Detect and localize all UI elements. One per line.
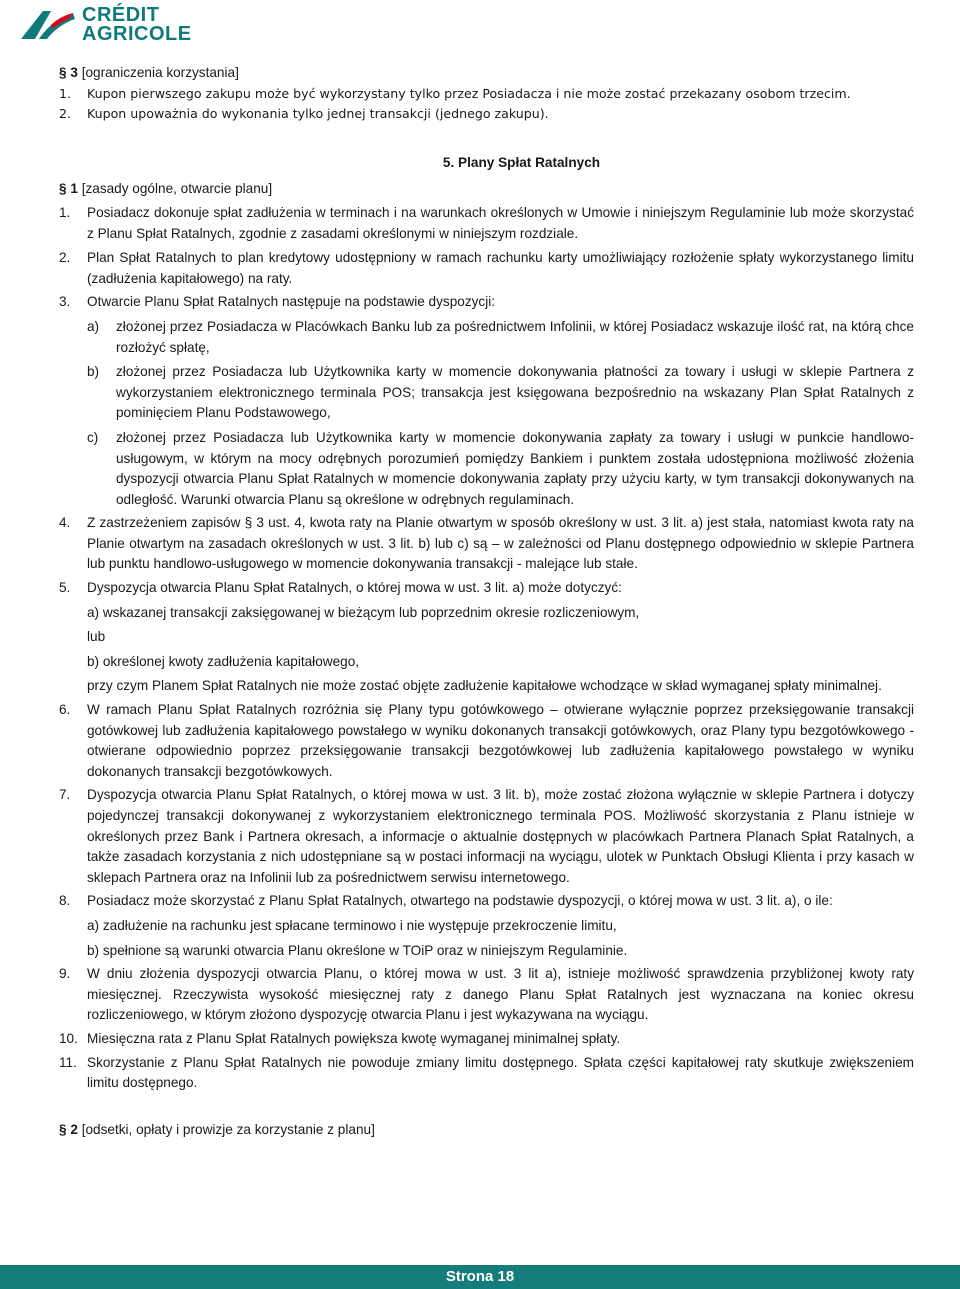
sub-list-item: a) złożonej przez Posiadacza w Placówkach Banku lub za pośrednictwem Infolinii, w której Posiadacz wskazuje ilość rat, na którą chce rozłożyć spłatę, (87, 318, 914, 355)
section-3-heading (59, 63, 914, 84)
section-mark: § 3 (59, 65, 78, 80)
list-item: 9. W dniu złożenia dyspozycji otwarcia Planu, o której mowa w ust. 3 lit a), istnieje możliwość sprawdzenia przybliżonej kwoty raty miesięcznej. Rzeczywista wysokość miesięcznej raty z danego Planu Spłat Ratalnych jest wyznaczana na koniec okresu rozliczeniowego, w którym złożono dyspozycję otwarcia Planu i jest wykazywana na wyciągu. (59, 966, 914, 1023)
list-item: 11. Skorzystanie z Planu Spłat Ratalnych nie powoduje zmiany limitu dostępnego. Spłata części kapitałowej raty skutkuje zwiększeniem limitu dostępnego. (59, 1054, 914, 1091)
list-item: 1. Posiadacz dokonuje spłat zadłużenia w terminach i na warunkach określonych w Umowie i niniejszym Regulaminie lub może skorzystać z Planu Spłat Ratalnych, zgodnie z zasadami określonymi w niniejszym rozdziale. (59, 204, 914, 241)
list-item: 10. Miesięczna rata z Planu Spłat Ratalnych powiększa kwotę wymaganej minimalnej spłaty. (59, 1030, 621, 1046)
list-item: 4. Z zastrzeżeniem zapisów § 3 ust. 4, kwota raty na Planie otwartym w sposób określony w ust. 3 lit. a) jest stała, natomiast kwota raty na Planie otwartym na zasadach określonych w ust. 3 lit. b) lub c) są – w zależności od Planu dostępnego odpowiednio w sklepie Partnera lub punktu handlowo-usługowego w momencie dokonywania transakcji - malejące lub stałe. (59, 515, 914, 572)
section-heading-text: [odsetki, opłaty i prowizje za korzystanie z planu] (81, 1121, 375, 1137)
sub-list-item: a) wskazanej transakcji zaksięgowanej w bieżącym lub poprzednim okresie rozliczeniowym, (87, 604, 640, 620)
sub-list-item: c) złożonej przez Posiadacza lub Użytkownika karty w momencie dokonywania zapłaty za towary i usługi w punkcie handlowo-usługowym, w którym na mocy odrębnych porozumień pomiędzy Bankiem i punktem została udostępniona możliwość złożenia dyspozycji otwarcia Planu Spłat Ratalnych w momencie dokonywania zapłaty przy użyciu karty, w tym transakcji dokonywanych na odległość. Warunki otwarcia Planu są określone w odrębnych regulaminach. (87, 429, 914, 507)
logo-line-2: AGRICOLE (82, 23, 192, 45)
sub-list-item: b) złożonej przez Posiadacza lub Użytkownika karty w momencie dokonywania płatności za towary i usługi w sklepie Partnera z wykorzystaniem elektronicznego terminala POS; transakcja jest księgowana bezpośrednio na wskazany Plan Spłat Ratalnych z pominięciem Planu Podstawowego, (87, 364, 914, 421)
sub-list-item: a) zadłużenie na rachunku jest spłacane terminowo i nie występuje przekroczenie limitu, (87, 917, 617, 933)
sub-list-item: b) spełnione są warunki otwarcia Planu określone w TOiP oraz w niniejszym Regulaminie. (87, 942, 628, 958)
section-mark: § 2 (59, 1121, 78, 1137)
section-mark: § 1 (59, 181, 78, 197)
list-item: 6. W ramach Planu Spłat Ratalnych rozróżnia się Plany typu gotówkowego – otwierane wyłącznie poprzez przeksięgowanie transakcji gotówkowej lub zadłużenia kapitałowego powstałego w wyniku dokonanych transakcji gotówkowych, oraz Plany typu bezgotówkowego - otwierane odpowiednio poprzez przeksięgowanie transakcji bezgotówkowej lub zadłużenia kapitałowego powstałego w wyniku dokonanych transakcji bezgotówkowych. (59, 702, 914, 779)
header (17, 4, 192, 46)
section-heading-text: [zasady ogólne, otwarcie planu] (81, 181, 273, 197)
logo-line-1: CRÉDIT (82, 4, 160, 26)
list-item: 3. Otwarcie Planu Spłat Ratalnych następuje na podstawie dyspozycji: (59, 294, 496, 310)
list-item: 2. Kupon upoważnia do wykonania tylko jednej transakcji (jednego zakupu). (59, 106, 549, 122)
page-number: Strona 18 (445, 1268, 515, 1285)
connector-text: lub (87, 629, 106, 645)
chapter-title: 5. Plany Spłat Ratalnych (442, 154, 601, 170)
credit-agricole-logo-icon (17, 5, 77, 45)
logo-wordmark (82, 6, 192, 44)
document-body (59, 63, 914, 1140)
sub-list-item: b) określonej kwoty zadłużenia kapitałowego, (87, 653, 360, 669)
list-item: 8. Posiadacz może skorzystać z Planu Spłat Ratalnych, otwartego na podstawie dyspozycji, o której mowa w ust. 3 lit. a), o ile: (59, 893, 833, 909)
page-footer (0, 1265, 960, 1289)
paragraph: przy czym Planem Spłat Ratalnych nie może zostać objęte zadłużenie kapitałowe wchodzące w skład wymaganej spłaty minimalnej. (87, 678, 882, 694)
list-item: 1. Kupon pierwszego zakupu może być wykorzystany tylko przez Posiadacza i nie może zostać przekazany osobom trzecim. (59, 85, 851, 101)
section-1-heading (59, 179, 914, 200)
section-heading-text: [ograniczenia korzystania] (81, 65, 239, 80)
list-item: 7. Dyspozycja otwarcia Planu Spłat Ratalnych, o której mowa w ust. 3 lit. b), może zostać złożona wyłącznie w sklepie Partnera i dotyczy pojedynczej transakcji dokonywanej z wykorzystaniem elektronicznego terminala POS. Możliwość skorzystania z Planu istnieje w określonych przez Bank i Partnera okresach, a informacje o aktualnie dostępnych w placówkach Partnera Planach Spłat Ratalnych, a także zasadach korzystania z nich udostępniane są w postaci informacji na wyciągu, ulotek w Punktach Obsługi Klienta i przy kasach w sklepach Partnera oraz na Infolinii lub za pośrednictwem serwisu internetowego. (59, 787, 914, 885)
section-2-heading (59, 1120, 914, 1141)
list-item: 5. Dyspozycja otwarcia Planu Spłat Ratalnych, o której mowa w ust. 3 lit. a) może dotyczyć: (59, 580, 622, 596)
list-item: 2. Plan Spłat Ratalnych to plan kredytowy udostępniony w ramach rachunku karty umożliwiający rozłożenie spłaty wykorzystanego limitu (zadłużenia kapitałowego) na raty. (59, 250, 914, 286)
